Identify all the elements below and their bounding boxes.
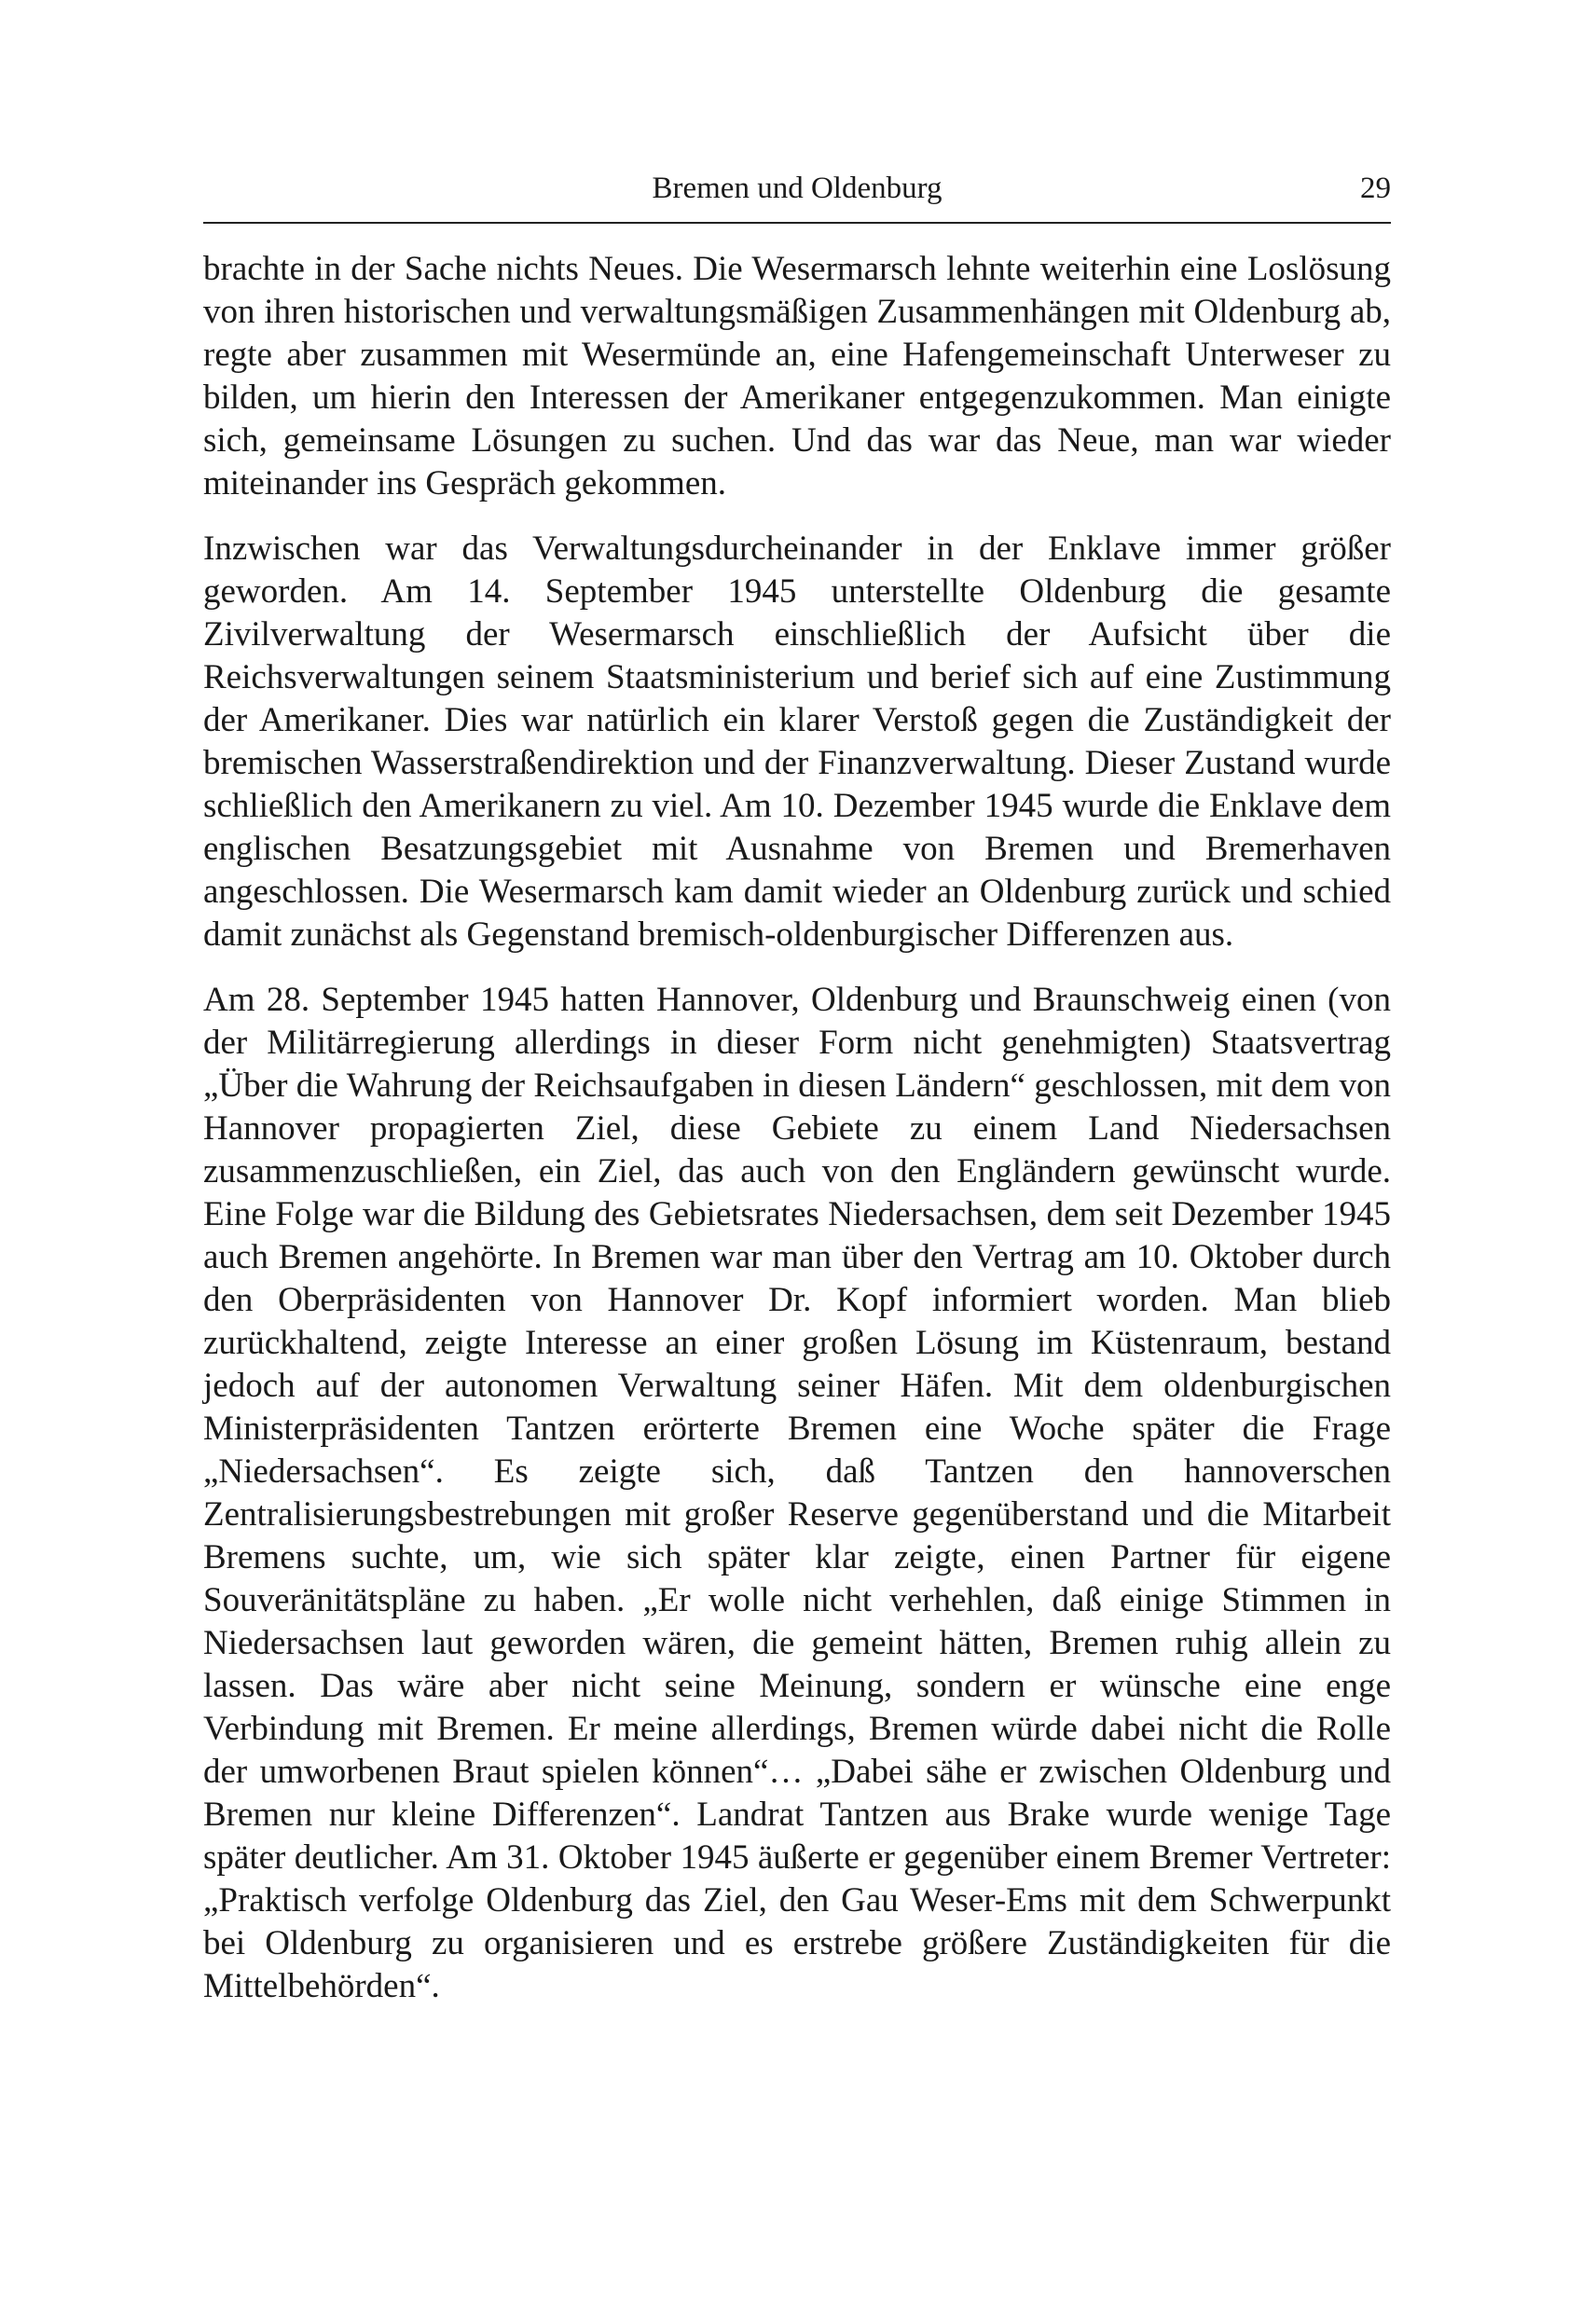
paragraph-2: Inzwischen war das Verwaltungsdurcheinander in der Enklave immer größer geworden. Am 14. September 1945 unterstellte Oldenburg die gesamte Zivilverwaltung der Wesermarsch einschließlich der Aufsicht über die Reichsverwaltungen seinem Staatsministerium und berief sich auf eine Zustimmung der Amerikaner. Dies war natürlich ein klarer Verstoß gegen die Zuständigkeit der bremischen Wasserstraßendirektion und der Finanzverwaltung. Dieser Zustand wurde schließlich den Amerikanern zu viel. Am 10. Dezember 1945 wurde die Enklave dem englischen Besatzungsgebiet mit Ausnahme von Bremen und Bremerhaven angeschlossen. Die Wesermarsch kam damit wieder an Oldenburg zurück und schied damit zunächst als Gegenstand bremisch-oldenburgischer Differenzen aus.	[203, 530, 1391, 954]
paragraph-1: brachte in der Sache nichts Neues. Die Wesermarsch lehnte weiterhin eine Loslösung von ihren historischen und verwaltungsmäßigen Zusammenhängen mit Oldenburg ab, regte aber zusammen mit Wesermünde an, eine Hafengemeinschaft Unterweser zu bilden, um hierin den Interessen der Amerikaner entgegenzukommen. Man einigte sich, gemeinsame Lösungen zu suchen. Und das war das Neue, man war wieder miteinander ins Gespräch gekommen.	[203, 250, 1391, 502]
body-text	[203, 248, 1391, 2008]
paragraph-3: Am 28. September 1945 hatten Hannover, Oldenburg und Braunschweig einen (von der Militärregierung allerdings in dieser Form nicht genehmigten) Staatsvertrag „Über die Wahrung der Reichsaufgaben in diesen Ländern“ geschlossen, mit dem von Hannover propagierten Ziel, diese Gebiete zu einem Land Niedersachsen zusammenzuschließen, ein Ziel, das auch von den Engländern gewünscht wurde. Eine Folge war die Bildung des Gebietsrates Niedersachsen, dem seit Dezember 1945 auch Bremen angehörte. In Bremen war man über den Vertrag am 10. Oktober durch den Oberpräsidenten von Hannover Dr. Kopf informiert worden. Man blieb zurückhaltend, zeigte Interesse an einer großen Lösung im Küstenraum, bestand jedoch auf der autonomen Verwaltung seiner Häfen. Mit dem oldenburgischen Ministerpräsidenten Tantzen erörterte Bremen eine Woche später die Frage „Niedersachsen“. Es zeigte sich, daß Tantzen den hannoverschen Zentralisierungsbestrebungen mit großer Reserve gegenüberstand und die Mitarbeit Bremens suchte, um, wie sich später klar zeigte, einen Partner für eigene Souveränitätspläne zu haben. „Er wolle nicht verhehlen, daß einige Stimmen in Niedersachsen laut geworden wären, die gemeint hätten, Bremen ruhig allein zu lassen. Das wäre aber nicht seine Meinung, sondern er wünsche eine enge Verbindung mit Bremen. Er meine allerdings, Bremen würde dabei nicht die Rolle der umworbenen Braut spielen können“… „Dabei sähe er zwischen Oldenburg und Bremen nur kleine Differenzen“. Landrat Tantzen aus Brake wurde wenige Tage später deutlicher. Am 31. Oktober 1945 äußerte er gegenüber einem Bremer Vertreter: „Praktisch verfolge Oldenburg das Ziel, den Gau Weser-Ems mit dem Schwerpunkt bei Oldenburg zu organisieren und es erstrebe größere Zuständigkeiten für die Mittelbehörden“.	[203, 981, 1391, 2005]
running-head: Bremen und Oldenburg	[652, 172, 942, 205]
page-header	[203, 166, 1391, 214]
page-number: 29	[1360, 172, 1391, 205]
header-rule	[203, 222, 1391, 224]
